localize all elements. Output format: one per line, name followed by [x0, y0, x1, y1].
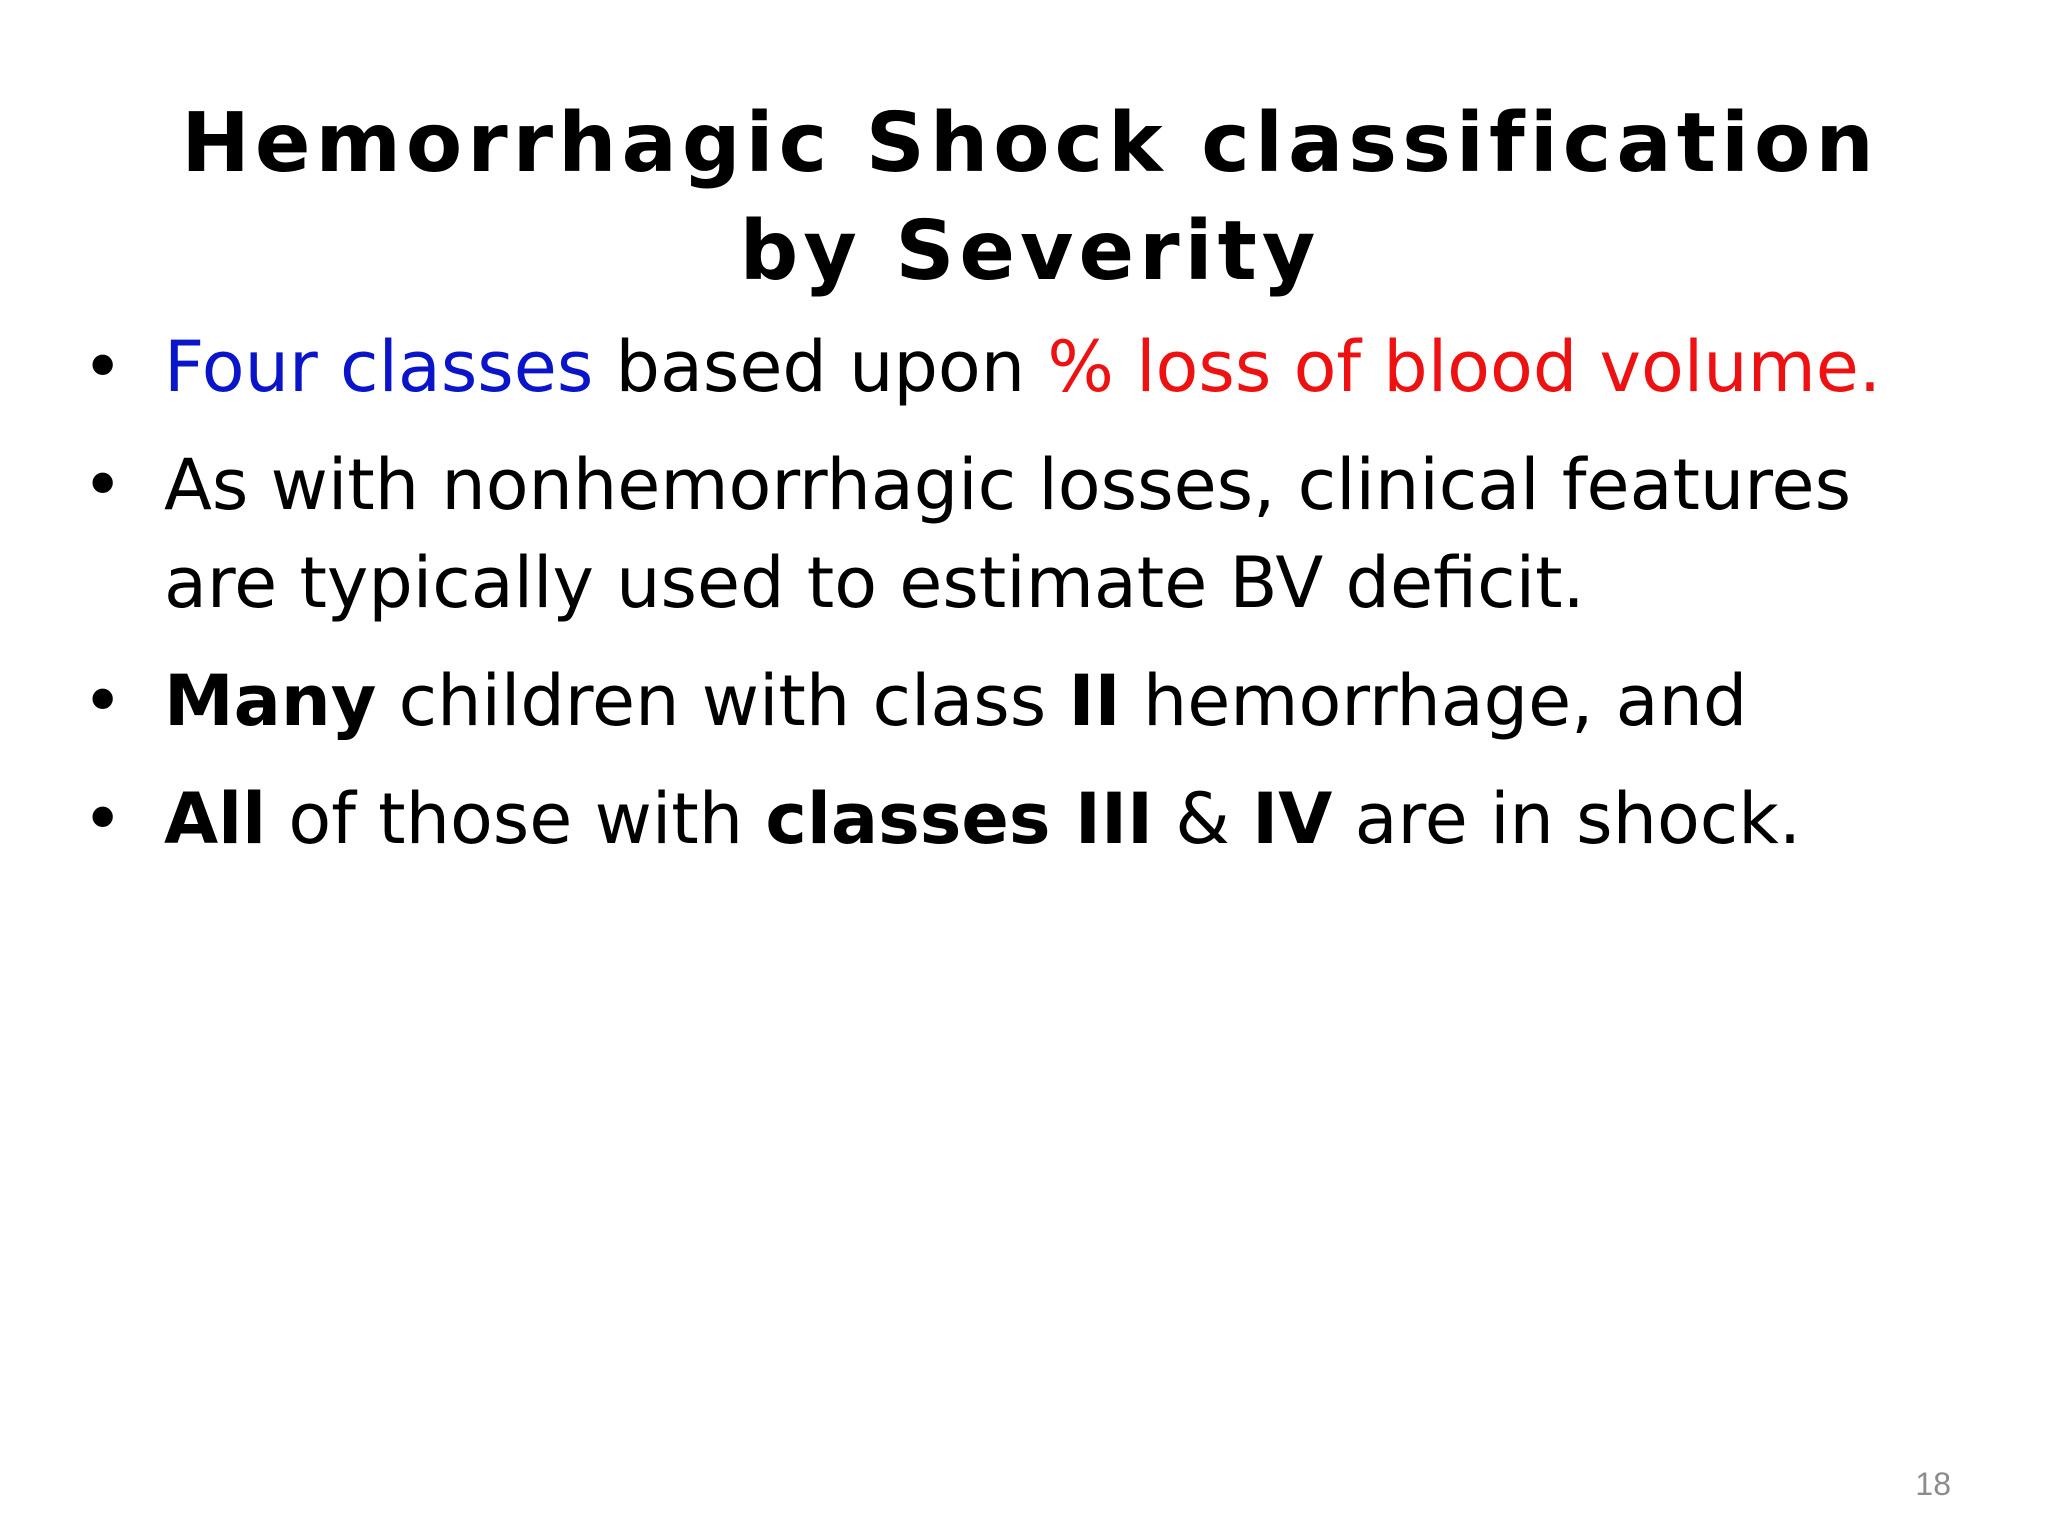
bullet-text-segment: based upon	[593, 326, 1048, 408]
bullet-text-segment: % loss of blood volume.	[1047, 326, 1882, 408]
bullet-text-segment: are in shock.	[1332, 778, 1802, 860]
bullet-icon: •	[82, 778, 124, 860]
bullet-text-segment: IV	[1252, 778, 1333, 860]
bullet-item	[82, 318, 1962, 416]
bullet-text-segment: of those with	[266, 778, 766, 860]
page-number: 18	[1915, 1466, 1951, 1502]
bullet-item	[82, 652, 1962, 750]
bullet-text-segment: As with nonhemorrhagic losses, clinical features are typically used to estimate BV deficit.	[164, 444, 1852, 624]
bullet-icon: •	[82, 660, 124, 742]
bullet-text-segment: All	[164, 778, 267, 860]
slide-title: Hemorrhagic Shock classification by Severity	[181, 96, 1879, 299]
bullet-text-segment: classes III	[765, 778, 1154, 860]
bullet-text-segment: II	[1068, 660, 1121, 742]
bullet-item	[82, 436, 1962, 632]
bullet-icon: •	[82, 326, 124, 408]
bullet-text-segment: &	[1153, 778, 1253, 860]
bullet-item	[82, 770, 1962, 868]
bullet-text-segment: hemorrhage, and	[1120, 660, 1748, 742]
bullet-text-segment: children with class	[376, 660, 1069, 742]
bullet-list	[82, 318, 1962, 888]
bullet-icon: •	[82, 444, 124, 526]
bullet-text-segment: Four classes	[164, 326, 594, 408]
bullet-text-segment: Many	[164, 660, 377, 742]
